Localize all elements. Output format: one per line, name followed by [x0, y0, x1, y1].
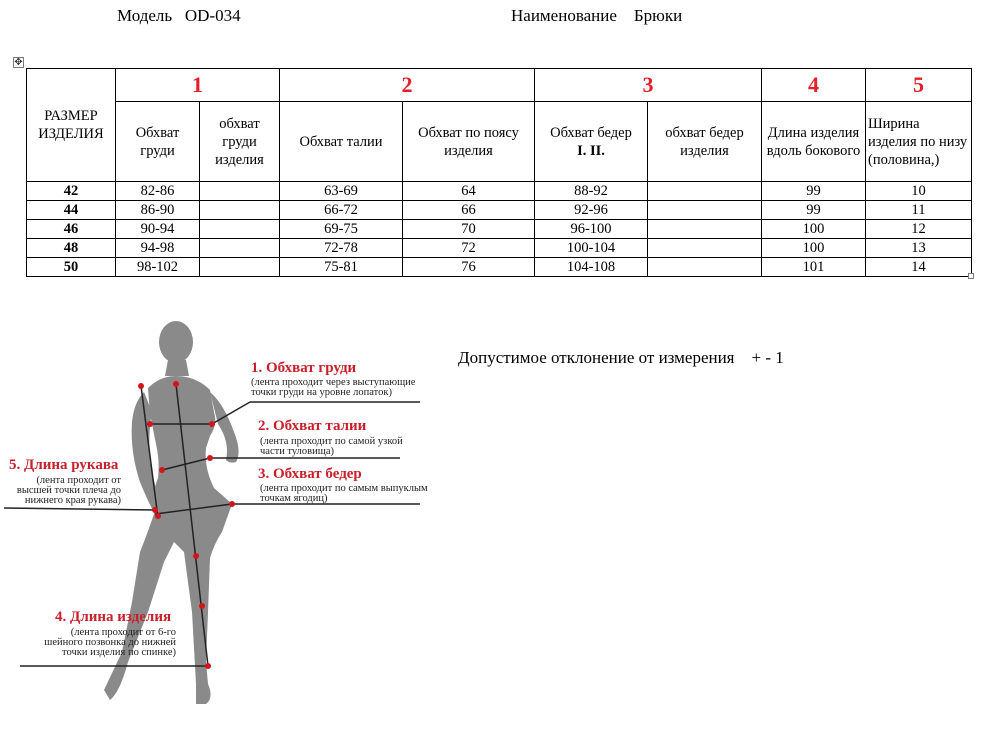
table-row: [27, 258, 972, 277]
shoulder-point: [138, 383, 144, 389]
length-title: 4. Длина изделия: [55, 609, 172, 625]
table-cell: 75-81: [280, 258, 403, 277]
col-header-chest: Обхват груди: [116, 102, 200, 182]
group-number-3: 3: [535, 69, 762, 102]
length-point-3: [205, 663, 211, 669]
hips-desc-1: (лента проходит по самым выпуклым: [260, 483, 428, 494]
table-cell: 92-96: [535, 201, 648, 220]
neck-point: [173, 381, 179, 387]
waist-title: 2. Обхват талии: [258, 418, 367, 434]
table-cell: 104-108: [535, 258, 648, 277]
product-name-label: Наименование Брюки: [511, 6, 683, 25]
chest-desc-2: точки груди на уровне лопаток): [251, 387, 392, 398]
table-cell: 101: [762, 258, 866, 277]
table-cell: 72: [403, 239, 535, 258]
length-point-1: [193, 553, 199, 559]
table-cell: [200, 220, 280, 239]
table-cell: 100: [762, 239, 866, 258]
sleeve-desc-3: нижнего края рукава): [24, 495, 121, 506]
hip-point-left: [155, 513, 161, 519]
hips-title: 3. Обхват бедер: [258, 466, 362, 482]
table-cell: 96-100: [535, 220, 648, 239]
size-cell: 48: [27, 239, 116, 258]
chest-point-left: [147, 421, 153, 427]
waist-point-left: [159, 467, 165, 473]
chest-point-right: [209, 421, 215, 427]
size-cell: 44: [27, 201, 116, 220]
group-number-4: 4: [762, 69, 866, 102]
table-cell: [200, 201, 280, 220]
wrist-point: [152, 507, 158, 513]
table-cell: 63-69: [280, 182, 403, 201]
table-cell: 14: [866, 258, 972, 277]
chest-desc-1: (лента проходит через выступающие: [251, 377, 416, 388]
table-cell: [648, 239, 762, 258]
waist-point-right: [207, 455, 213, 461]
waist-desc-1: (лента проходит по самой узкой: [260, 436, 403, 447]
col-header-chest-garment: обхват груди изделия: [200, 102, 280, 182]
length-desc-2: шейного позвонка до нижней: [44, 637, 176, 648]
hips-desc-2: точкам ягодиц): [260, 493, 328, 504]
col-header-hem-width: Ширина изделия по низу (половина,): [866, 102, 972, 182]
table-cell: 64: [403, 182, 535, 201]
table-cell: 99: [762, 201, 866, 220]
col-header-hips: [535, 102, 648, 182]
group-number-1: 1: [116, 69, 280, 102]
group-number-2: 2: [280, 69, 535, 102]
table-cell: 72-78: [280, 239, 403, 258]
length-desc-1: (лента проходит от 6-го: [70, 627, 176, 638]
sleeve-title: 5. Длина рукава: [9, 457, 119, 473]
table-row: [27, 220, 972, 239]
col-header-hips-note: I. II.: [577, 142, 605, 159]
sleeve-desc-2: высшей точки плеча до: [16, 485, 121, 496]
table-row: [27, 239, 972, 258]
table-cell: 10: [866, 182, 972, 201]
size-cell: 50: [27, 258, 116, 277]
group-number-5: 5: [866, 69, 972, 102]
table-cell: 12: [866, 220, 972, 239]
table-cell: 70: [403, 220, 535, 239]
length-desc-3: точки изделия по спинке): [62, 647, 176, 658]
table-cell: 100-104: [535, 239, 648, 258]
table-cell: 88-92: [535, 182, 648, 201]
table-cell: [200, 239, 280, 258]
table-cell: [648, 201, 762, 220]
col-header-waistband: Обхват по поясу изделия: [403, 102, 535, 182]
tolerance-note: Допустимое отклонение от измерения + - 1: [458, 348, 784, 367]
table-cell: 100: [762, 220, 866, 239]
table-cell: 90-94: [116, 220, 200, 239]
chest-title: 1. Обхват груди: [251, 360, 357, 376]
table-cell: [648, 220, 762, 239]
measurement-figure: [0, 312, 470, 712]
table-cell: 82-86: [116, 182, 200, 201]
table-row: [27, 182, 972, 201]
hip-point-right: [229, 501, 235, 507]
waist-desc-2: части туловища): [260, 446, 334, 457]
table-cell: [200, 258, 280, 277]
table-cell: 94-98: [116, 239, 200, 258]
table-cell: 66-72: [280, 201, 403, 220]
table-resize-handle[interactable]: [968, 273, 974, 279]
col-header-length: Длина изделия вдоль бокового: [762, 102, 866, 182]
table-row: [27, 201, 972, 220]
model-label: Модель OD-034: [117, 6, 241, 25]
table-cell: [648, 258, 762, 277]
table-cell: 99: [762, 182, 866, 201]
table-cell: 66: [403, 201, 535, 220]
length-point-2: [199, 603, 205, 609]
size-header: РАЗМЕР ИЗДЕЛИЯ: [27, 69, 116, 182]
table-cell: [648, 182, 762, 201]
col-header-waist: Обхват талии: [280, 102, 403, 182]
sleeve-desc-1: (лента проходит от: [36, 475, 121, 486]
sleeve-leader: [4, 508, 156, 510]
col-header-hips-garment: обхват бедер изделия: [648, 102, 762, 182]
col-header-hips-label: Обхват бедер: [550, 124, 632, 141]
table-cell: 86-90: [116, 201, 200, 220]
size-cell: 46: [27, 220, 116, 239]
table-cell: 69-75: [280, 220, 403, 239]
table-cell: 13: [866, 239, 972, 258]
table-cell: [200, 182, 280, 201]
table-cell: 11: [866, 201, 972, 220]
table-cell: 76: [403, 258, 535, 277]
table-move-handle-icon[interactable]: ✥: [14, 57, 23, 68]
size-table: [26, 68, 972, 277]
table-cell: 98-102: [116, 258, 200, 277]
size-cell: 42: [27, 182, 116, 201]
